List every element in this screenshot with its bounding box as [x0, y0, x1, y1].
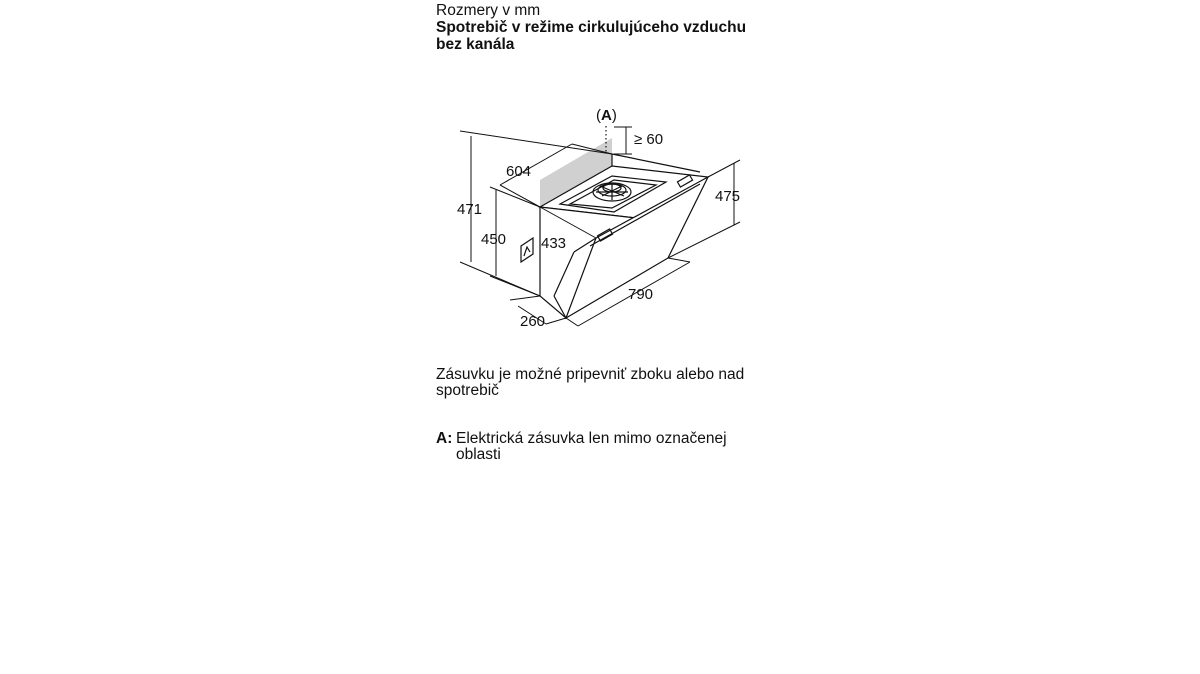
mounting-note — [436, 367, 766, 399]
dim-width-front: 790 — [628, 286, 654, 303]
dim-front-height: 475 — [715, 188, 741, 205]
legend — [436, 431, 776, 463]
unit-label: Rozmery v mm — [436, 2, 541, 19]
note-line-2: spotrebič — [436, 382, 499, 399]
dimension-drawing — [440, 96, 760, 341]
title-line-1: Spotrebič v režime cirkulujúceho vzduchu — [436, 19, 747, 36]
legend-key: A: — [436, 430, 453, 447]
callout-label: (A) — [596, 107, 617, 124]
legend-line-1: Elektrická zásuvka len mimo označenej — [456, 430, 727, 447]
dim-depth-mid: 433 — [541, 235, 567, 252]
dim-width-top: 604 — [506, 163, 532, 180]
title-line-2: bez kanála — [436, 36, 515, 53]
dim-depth-bottom: 260 — [520, 313, 546, 330]
dim-body-height: 450 — [481, 231, 507, 248]
dim-total-height: 471 — [457, 201, 483, 218]
socket-icon — [521, 238, 533, 262]
heading — [436, 3, 776, 53]
legend-text — [456, 431, 776, 463]
note-line-1: Zásuvku je možné pripevniť zboku alebo nad — [436, 366, 745, 383]
fan-icon — [593, 183, 631, 201]
legend-line-2: oblasti — [456, 446, 501, 463]
clearance-label: ≥ 60 — [634, 131, 664, 148]
